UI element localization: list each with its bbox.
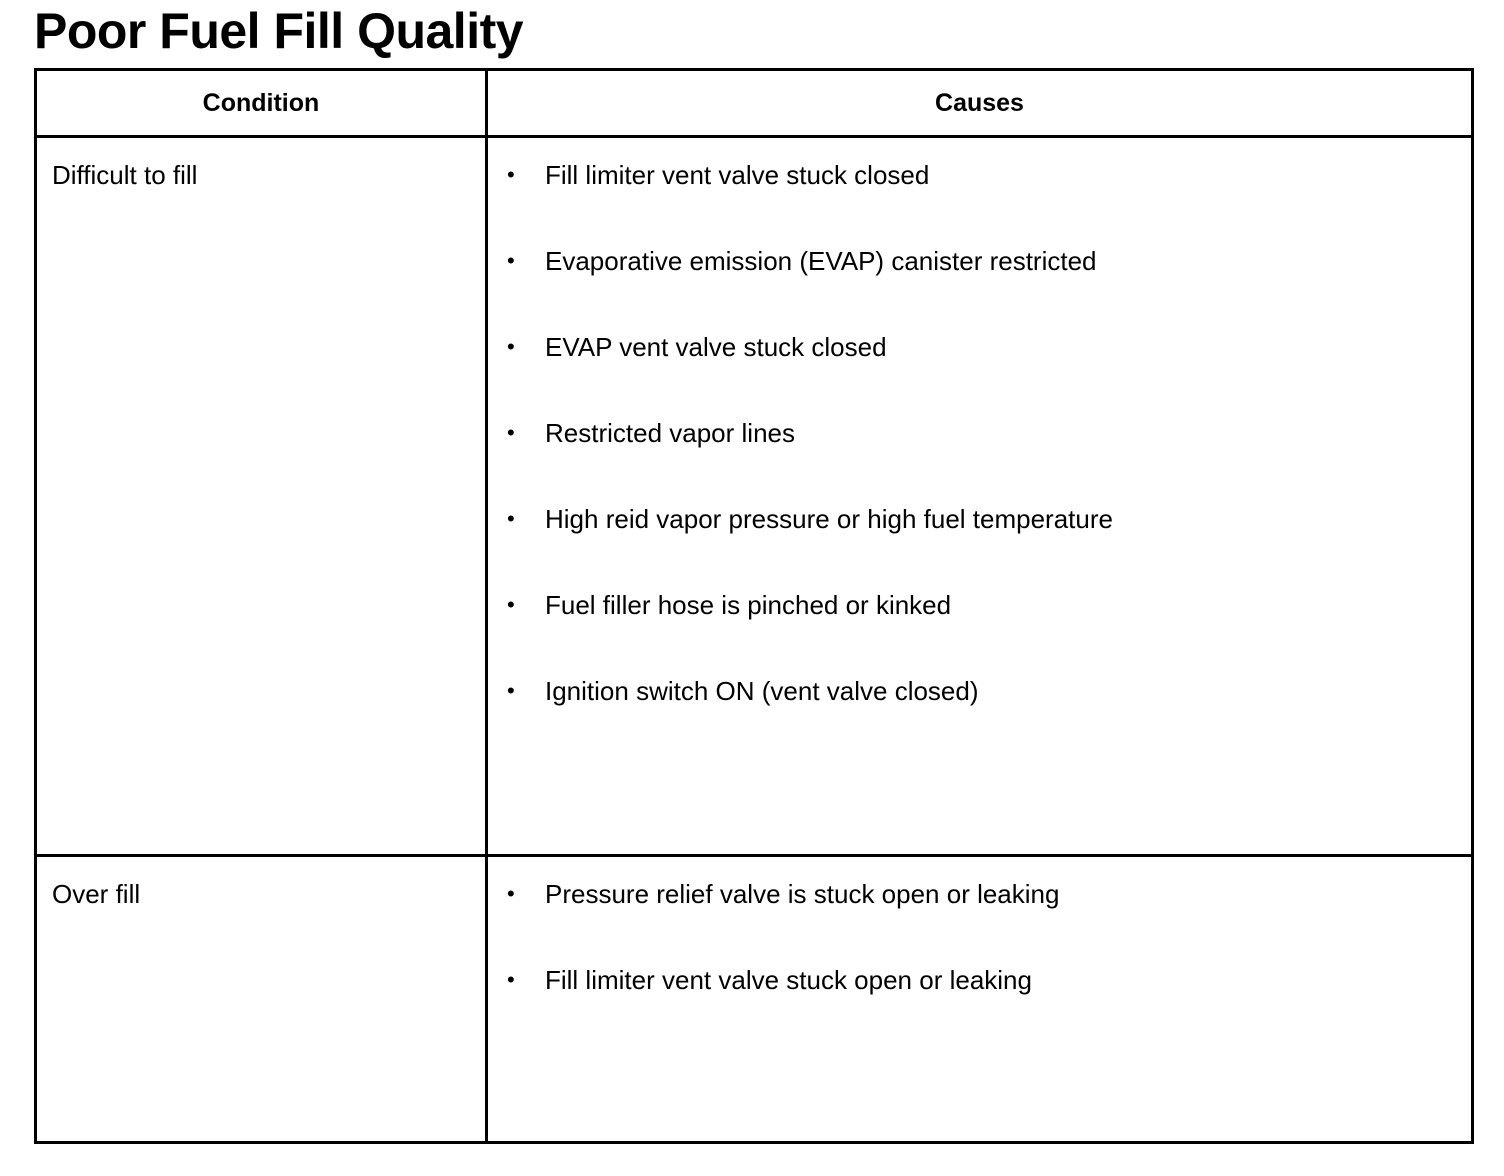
- bullet-icon: •: [507, 678, 515, 703]
- cause-text: Ignition switch ON (vent valve closed): [545, 676, 979, 706]
- cause-text: High reid vapor pressure or high fuel temperature: [545, 504, 1113, 534]
- causes-cell: [487, 137, 1473, 856]
- cause-text: Evaporative emission (EVAP) canister restricted: [545, 246, 1097, 276]
- causes-list: [488, 857, 1471, 1051]
- bullet-icon: •: [507, 334, 515, 359]
- bullet-icon: •: [507, 506, 515, 531]
- page-title: Poor Fuel Fill Quality: [34, 3, 524, 59]
- bullet-icon: •: [507, 881, 515, 906]
- cause-item: [488, 965, 1471, 1051]
- condition-label: Over fill: [52, 879, 141, 909]
- condition-cell: [36, 137, 487, 856]
- condition-column-header: Condition: [36, 70, 487, 137]
- diagnosis-table: [34, 68, 1474, 1144]
- cause-item: [488, 332, 1471, 418]
- cause-item: [488, 418, 1471, 504]
- cause-item: [488, 160, 1471, 246]
- cause-item: [488, 246, 1471, 332]
- table-header-row: [36, 70, 1473, 137]
- cause-item: [488, 676, 1471, 762]
- cause-text: Pressure relief valve is stuck open or leaking: [545, 879, 1060, 909]
- cause-item: [488, 879, 1471, 965]
- cause-text: Fill limiter vent valve stuck open or leaking: [545, 965, 1032, 995]
- cause-text: Fuel filler hose is pinched or kinked: [545, 590, 952, 620]
- causes-column-header: Causes: [487, 70, 1473, 137]
- condition-label: Difficult to fill: [52, 160, 198, 190]
- bullet-icon: •: [507, 592, 515, 617]
- bullet-icon: •: [507, 162, 515, 187]
- bullet-icon: •: [507, 967, 515, 992]
- bullet-icon: •: [507, 248, 515, 273]
- cause-text: EVAP vent valve stuck closed: [545, 332, 887, 362]
- table-row: [36, 856, 1473, 1143]
- cause-item: [488, 590, 1471, 676]
- cause-item: [488, 504, 1471, 590]
- causes-cell: [487, 856, 1473, 1143]
- cause-text: Restricted vapor lines: [545, 418, 795, 448]
- bullet-icon: •: [507, 420, 515, 445]
- causes-list: [488, 138, 1471, 762]
- table-row: [36, 137, 1473, 856]
- cause-text: Fill limiter vent valve stuck closed: [545, 160, 930, 190]
- condition-cell: [36, 856, 487, 1143]
